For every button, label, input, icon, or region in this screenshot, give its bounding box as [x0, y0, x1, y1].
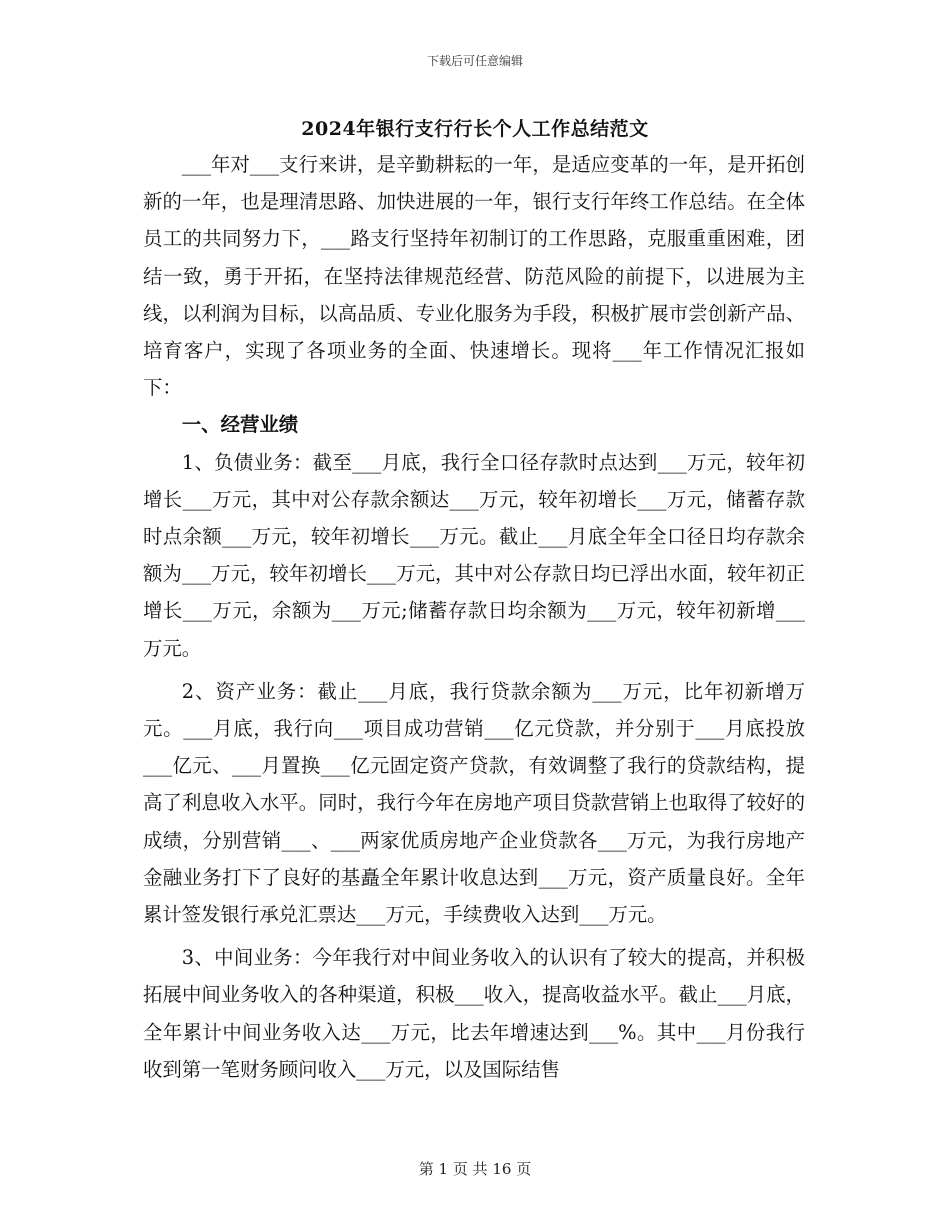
document-body [143, 146, 805, 1088]
asset-paragraph: 2、资产业务：截止___月底，我行贷款余额为___万元，比年初新增万元。___月底，我行向___项目成功营销___亿元贷款，并分别于___月底投放___亿元、___月置换___亿元固定资产贷款，有效调整了我行的贷款结构，提高了利息收入水平。同时，我行今年在房地产项目贷款营销上也取得了较好的成绩，分别营销___、___两家优质房地产企业贷款各___万元，为我行房地产金融业务打下了良好的基矗全年累计收息达到___万元，资产质量良好。全年累计签发银行承兑汇票达___万元，手续费收入达到___万元。 [143, 679, 805, 927]
intermediate-paragraph: 3、中间业务：今年我行对中间业务收入的认识有了较大的提高，并积极拓展中间业务收入的各种渠道，积极___收入，提高收益水平。截止___月底，全年累计中间业务收入达___万元，比去年增速达到___%。其中___月份我行收到第一笔财务顾问收入___万元，以及国际结售 [143, 946, 805, 1081]
page-footer: 第 1 页 共 16 页 [418, 1160, 532, 1178]
header-note: 下载后可任意编辑 [426, 54, 523, 68]
document-title: 2024年银行支行行长个人工作总结范文 [301, 118, 649, 140]
intro-paragraph: ___年对___支行来讲，是辛勤耕耘的一年，是适应变革的一年，是开拓创新的一年，也是理清思路、加快进展的一年，银行支行年终工作总结。在全体员工的共同努力下，___路支行坚持年初制订的工作思路，克服重重困难，团结一致，勇于开拓，在坚持法律规范经营、防范风险的前提下，以进展为主线，以利润为目标，以高品质、专业化服务为手段，积极扩展市尝创新产品、培育客户，实现了各项业务的全面、快速增长。现将___年工作情况汇报如下： [143, 153, 805, 400]
section-heading: 一、经营业绩 [181, 413, 299, 437]
liability-paragraph: 1、负债业务：截至___月底，我行全口径存款时点达到___万元，较年初增长___万元，其中对公存款余额达___万元，较年初增长___万元，储蓄存款时点余额___万元，较年初增长___万元。截止___月底全年全口径日均存款余额为___万元，较年初增长___万元，其中对公存款日均已浮出水面，较年初正增长___万元，余额为___万元;储蓄存款日均余额为___万元，较年初新增___万元。 [143, 450, 805, 660]
